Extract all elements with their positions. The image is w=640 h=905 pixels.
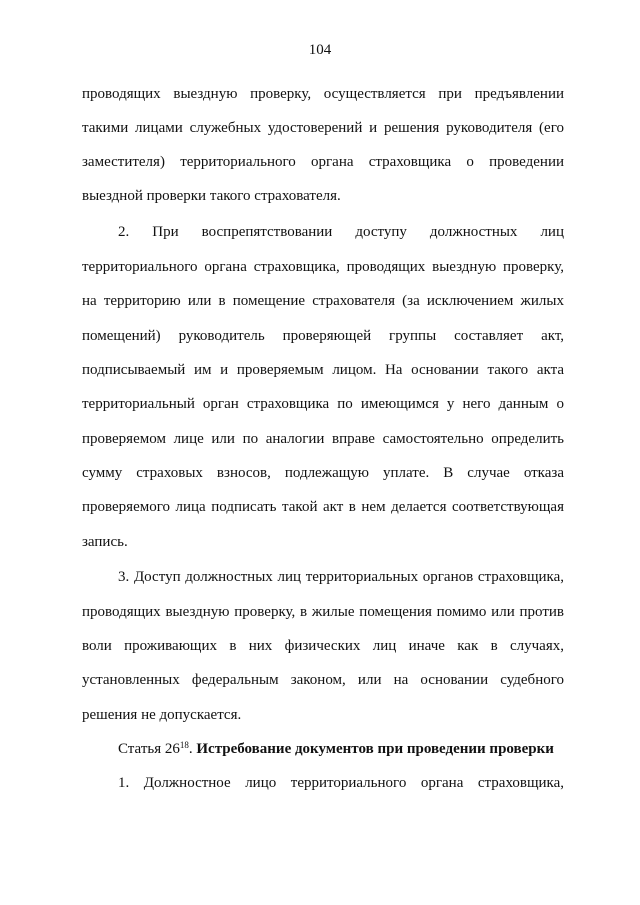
text-line: такими лицами служебных удостоверений и решения руководителя (его: [82, 120, 564, 136]
text-line: территориальный орган страховщика по имеющимся у него данным о: [82, 396, 564, 412]
text-line: сумму страховых взносов, подлежащую уплате. В случае отказа: [82, 465, 564, 481]
text-line: проверяемом лице или по аналогии вправе самостоятельно определить: [82, 431, 564, 447]
text-line: решения не допускается.: [82, 707, 242, 723]
text-line: воли проживающих в них физических лиц иначе как в случаях,: [82, 638, 564, 654]
text-line: помещений) руководитель проверяющей группы составляет акт,: [82, 328, 564, 344]
article-heading: [118, 739, 564, 759]
article-number-superscript: 18: [179, 740, 189, 750]
text-line: территориального органа страховщика, проводящих выездную проверку,: [82, 259, 564, 275]
article-number: Статья 26: [118, 741, 180, 757]
text-line: установленных федеральным законом, или на основании судебного: [82, 672, 564, 688]
text-line: запись.: [82, 534, 128, 550]
text-line: подписываемый им и проверяемым лицом. На основании такого акта: [82, 362, 564, 378]
article-first-line: 1. Должностное лицо территориального органа страховщика,: [118, 775, 564, 791]
article-dot: .: [188, 741, 193, 757]
text-line: проверяемого лица подписать такой акт в нем делается соответствующая: [82, 499, 564, 515]
text-line: проводящих выездную проверку, в жилые помещения помимо или против: [82, 604, 564, 620]
text-line: выездной проверки такого страхователя.: [82, 188, 341, 204]
text-line: на территорию или в помещение страхователя (за исключением жилых: [82, 293, 564, 309]
text-line: проводящих выездную проверку, осуществляется при предъявлении: [82, 86, 564, 102]
paragraph-2-first-line: 2. При воспрепятствовании доступу должностных лиц: [118, 224, 564, 240]
text-line: заместителя) территориального органа страховщика о проведении: [82, 154, 564, 170]
page-number: 104: [308, 42, 332, 58]
paragraph-3-first-line: 3. Доступ должностных лиц территориальных органов страховщика,: [118, 569, 564, 585]
article-title: Истребование документов при проведении проверки: [196, 741, 554, 757]
